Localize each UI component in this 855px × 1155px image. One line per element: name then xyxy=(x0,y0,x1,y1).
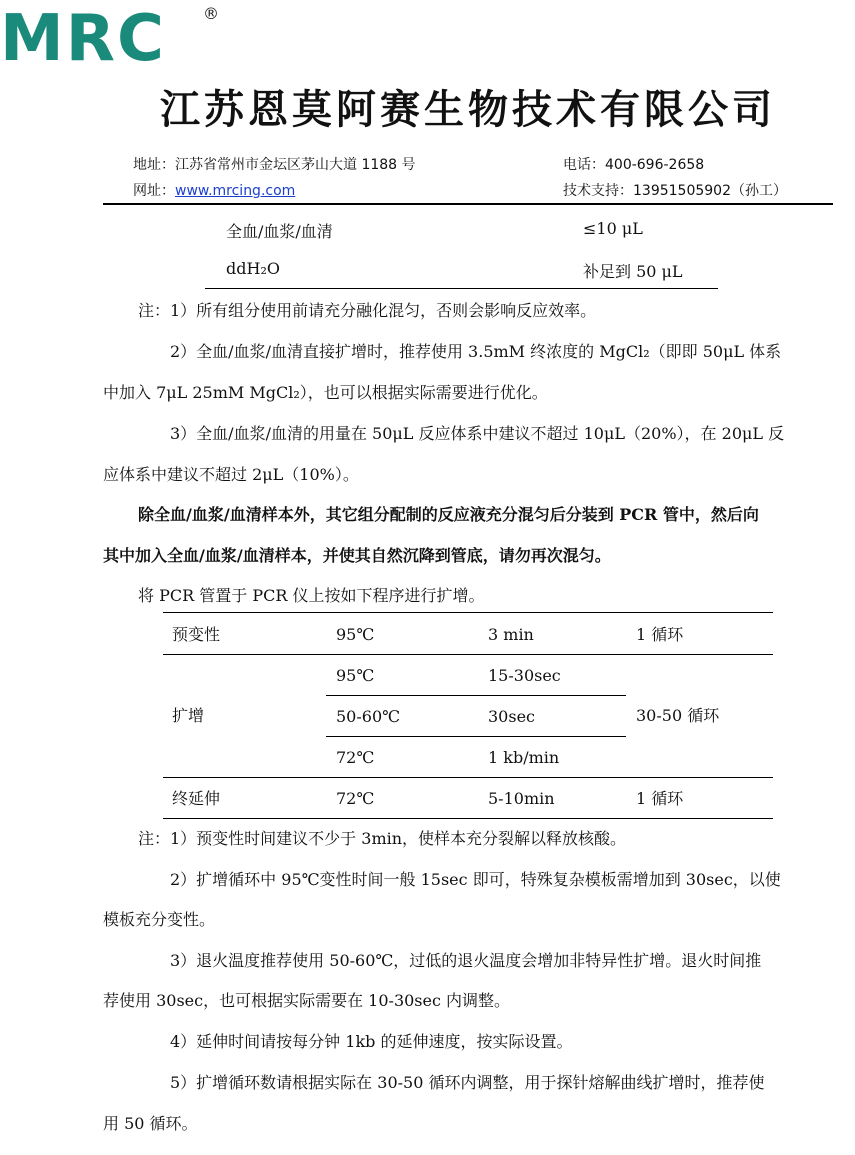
table-bottom-rule xyxy=(205,288,718,289)
row-divider xyxy=(163,777,773,778)
temp-final: 72℃ xyxy=(336,789,375,808)
program-intro: 将 PCR 管置于 PCR 仪上按如下程序进行扩增。 xyxy=(138,586,485,605)
note-line: 荐使用 30sec，也可根据实际需要在 10-30sec 内调整。 xyxy=(103,991,511,1010)
time-denature: 15-30sec xyxy=(488,666,561,685)
note-line: 用 50 循环。 xyxy=(103,1114,198,1133)
time-anneal: 30sec xyxy=(488,707,535,726)
company-logo: MRC xyxy=(0,2,166,76)
warning-line: 除全血/血浆/血清样本外，其它组分配制的反应液充分混匀后分装到 PCR 管中，然后向 xyxy=(138,505,759,524)
temp-extend: 72℃ xyxy=(336,748,375,767)
time-final: 5-10min xyxy=(488,789,555,808)
program-table-bottom xyxy=(163,818,773,819)
header-rule xyxy=(103,203,833,205)
note-line: 应体系中建议不超过 2μL（10%）。 xyxy=(103,465,359,484)
warning-line: 其中加入全血/血浆/血清样本，并使其自然沉降到管底，请勿再次混匀。 xyxy=(103,546,611,565)
time-predenature: 3 min xyxy=(488,625,534,644)
note-line: 2）全血/血浆/血清直接扩增时，推荐使用 3.5mM 终浓度的 MgCl₂（即即 50μL 体系 xyxy=(170,342,782,361)
company-name: 江苏恩莫阿赛生物技术有限公司 xyxy=(160,86,776,133)
reagent-component: 全血/血浆/血清 xyxy=(226,222,333,241)
note-line: 3）全血/血浆/血清的用量在 50μL 反应体系中建议不超过 10μL（20%），在 20μL 反 xyxy=(170,424,785,443)
temp-predenature: 95℃ xyxy=(336,625,375,644)
website-link[interactable]: www.mrcing.com xyxy=(175,183,296,199)
note-line: 模板充分变性。 xyxy=(103,910,216,929)
note-line: 注：1）所有组分使用前请充分融化混匀，否则会影响反应效率。 xyxy=(138,301,597,320)
phone: 电话：400-696-2658 xyxy=(563,157,705,173)
row-divider xyxy=(163,654,773,655)
row-divider xyxy=(326,736,626,737)
reagent-component: ddH₂O xyxy=(226,259,280,278)
row-divider xyxy=(326,695,626,696)
note-line: 中加入 7μL 25mM MgCl₂），也可以根据实际需要进行优化。 xyxy=(103,383,548,402)
temp-denature: 95℃ xyxy=(336,666,375,685)
cycles-predenature: 1 循环 xyxy=(636,625,684,644)
step-final: 终延伸 xyxy=(172,789,221,808)
note-line: 3）退火温度推荐使用 50-60℃，过低的退火温度会增加非特异性扩增。退火时间推 xyxy=(170,951,762,970)
step-predenature: 预变性 xyxy=(172,625,221,644)
note-line: 注：1）预变性时间建议不少于 3min，使样本充分裂解以释放核酸。 xyxy=(138,829,627,848)
cycles-final: 1 循环 xyxy=(636,789,684,808)
note-line: 4）延伸时间请按每分钟 1kb 的延伸速度，按实际设置。 xyxy=(170,1032,573,1051)
website-label: 网址： xyxy=(133,183,175,199)
reagent-amount: ≤10 μL xyxy=(583,219,643,238)
program-table-top xyxy=(163,612,773,613)
note-line: 5）扩增循环数请根据实际在 30-50 循环内调整，用于探针熔解曲线扩增时，推荐使 xyxy=(170,1073,765,1092)
reagent-amount: 补足到 50 μL xyxy=(583,262,683,281)
address: 地址：江苏省常州市金坛区茅山大道 1188 号 xyxy=(133,157,416,173)
tech-support: 技术支持：13951505902（孙工） xyxy=(563,183,787,199)
website xyxy=(133,180,295,200)
registered-mark: ® xyxy=(203,4,219,23)
note-line: 2）扩增循环中 95℃变性时间一般 15sec 即可，特殊复杂模板需增加到 30sec，以使 xyxy=(170,870,781,889)
cycles-amplify: 30-50 循环 xyxy=(636,706,720,725)
step-amplify: 扩增 xyxy=(172,706,205,725)
time-extend: 1 kb/min xyxy=(488,748,560,767)
temp-anneal: 50-60℃ xyxy=(336,707,401,726)
